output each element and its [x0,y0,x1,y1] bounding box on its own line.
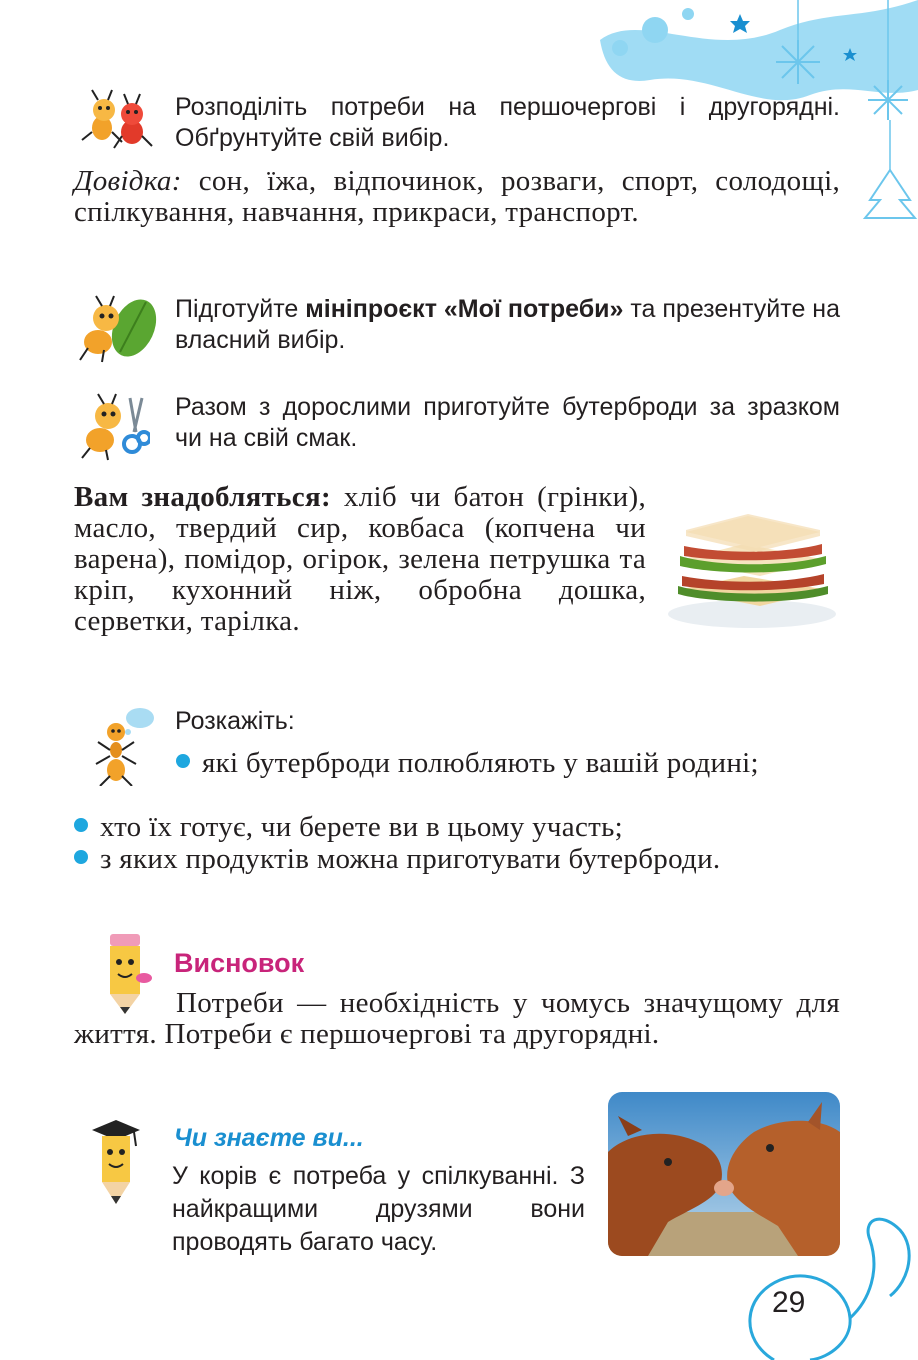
task2-prefix: Підготуйте [175,295,306,323]
bullet-icon [74,850,88,864]
pencil-graduate-icon [88,1118,144,1204]
task1-text: Розподіліть потреби на першочергові і другорядні. Обґрунтуйте свій вибір. [175,93,840,152]
page-corner-decoration [730,1200,918,1360]
tell-bullet-1-text: які бутерброди полюбляють у вашій родині; [202,747,759,779]
task2-suffix: та презентуйте на власний вибір. [175,295,840,354]
christmas-tree-icon [865,170,915,218]
tell-bullet-2 [74,812,840,843]
tell-bullet-3-text: з яких продуктів можна приготувати бутерброди. [100,843,721,875]
sandwich-image [664,490,840,630]
bullet-icon [74,818,88,832]
hint-text: сон, їжа, відпочинок, розваги, спорт, солодощі, спілкування, навчання, прикраси, транспорт. [74,165,840,228]
conclusion-text: Потреби — необхідність у чомусь значущому для життя. Потреби є першочергові та другорядні. [74,987,840,1050]
task-distribute-needs [175,92,840,154]
conclusion-title: Висновок [174,948,305,978]
bullet-icon [176,754,190,768]
needs-text: хліб чи батон (грінки), масло, твердий сир, ковбаса (копчена чи варена), помідор, огірок, зелена петрушка та кріп, кухонний ніж, обробна дошка, серветки, тарілка. [74,481,647,637]
hint-paragraph [74,166,840,228]
fact-text: У корів є потреба у спілкуванні. З найкращими друзями вони проводять багато часу. [172,1162,585,1256]
tell-bullet-1 [176,748,840,779]
ants-pair-icon [80,88,156,152]
task2-project-title: мініпроєкт «Мої потреби» [305,295,624,323]
hint-label: Довідка: [74,165,182,197]
task-miniproject [175,294,840,356]
ant-with-scissors-icon [78,392,150,462]
ant-thinking-icon [92,706,156,786]
tell-bullet-3 [74,844,840,875]
task-sandwiches [175,392,840,454]
task3-text: Разом з дорослими приготуйте бутерброди за зразком чи на свій смак. [175,393,840,452]
tell-bullet-2-text: хто їх готує, чи берете ви в цьому участь; [100,811,624,843]
needs-paragraph [74,482,646,637]
tell-label [175,706,475,737]
fact-title: Чи знаєте ви... [174,1124,364,1152]
ant-with-leaf-icon [74,292,158,364]
page-number: 29 [772,1286,806,1319]
needs-label: Вам знадобляться: [74,481,331,513]
tell-label-text: Розкажіть: [175,707,295,735]
